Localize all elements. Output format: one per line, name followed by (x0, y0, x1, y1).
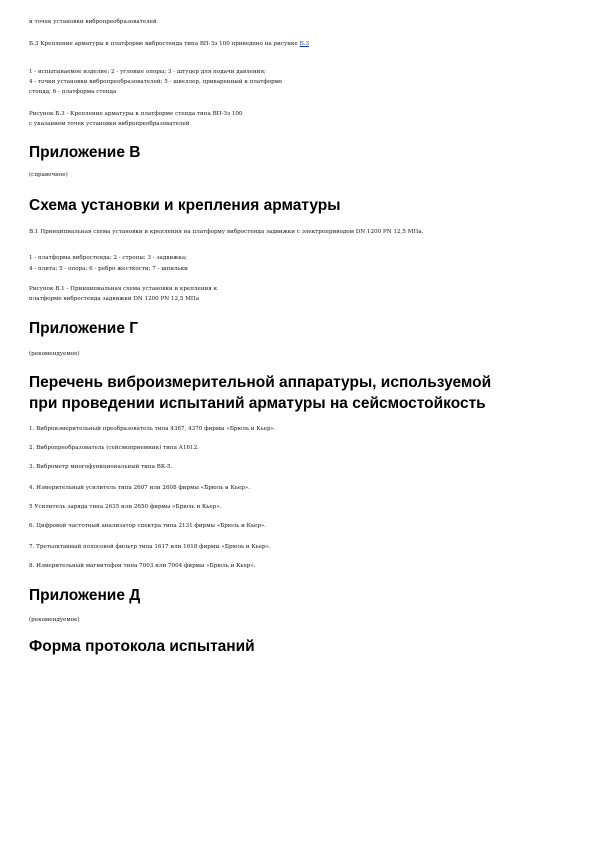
caption-b3-line-2: с указанием точек установки вибропреобразователей (29, 121, 190, 127)
legend-b3-line-2: 4 - точки установки вибропреобразователей; 5 - швеллер, приваренный к платформе (29, 79, 283, 85)
top-fragment-text: и точек установки вибропреобразователей (29, 19, 157, 25)
appendix-v-status: (справочное) (29, 172, 68, 178)
appendix-g-title: Приложение Г (29, 320, 139, 337)
legend-b3-line-1: 1 - испытываемое изделие; 2 - угловые опоры; 3 - штуцер для подачи давления; (29, 69, 266, 75)
equipment-list-item: 7. Третьоктавный полосовой фильтр типа 1617 или 1618 фирмы «Брюль и Кьер». (29, 544, 271, 550)
b3-text: Б.3 Крепление арматуры к платформе вибростенда типа ВП-Зэ 100 приведено на рисунке (29, 41, 298, 47)
equipment-list-item: 8. Измерительный магнитофон типа 7003 или 7004 фирмы «Брюль и Кьер». (29, 563, 256, 569)
equipment-list-item: 4. Измерительный усилитель типа 2607 или 2608 фирмы «Брюль и Кьер». (29, 485, 251, 491)
equipment-list-item: 1. Виброизмерительный преобразователь типа 4367, 4370 фирмы «Брюль и Кьер». (29, 426, 276, 432)
equipment-list-item: 6. Цифровой частотный анализатор спектра типа 2131 фирмы «Брюль и Кьер». (29, 523, 267, 529)
appendix-g-heading-line-2: при проведении испытаний арматуры на сейсмостойкость (29, 395, 486, 412)
figure-b3-link[interactable]: Б.3 (299, 41, 310, 47)
appendix-d-heading: Форма протокола испытаний (29, 638, 255, 655)
caption-v1-line-2: платформе вибростенда задвижки DN 1200 PN 12,5 МПа (29, 296, 200, 302)
legend-v-line-2: 4 - плита; 5 - опора; 6 - ребро жесткости; 7 - шпильки (29, 266, 188, 272)
equipment-list-item: 2. Вибропреобразователь (сейсмоприемник) типа А1612. (29, 445, 199, 451)
appendix-d-status: (рекомендуемое) (29, 617, 80, 623)
appendix-v-title: Приложение В (29, 144, 141, 161)
equipment-list-item: 3. Виброметр многофункциональный типа ВК-5. (29, 464, 173, 470)
appendix-d-title: Приложение Д (29, 587, 141, 604)
appendix-v-heading: Схема установки и крепления арматуры (29, 197, 341, 214)
legend-b3-line-3: стенда; 6 - платформа стенда (29, 89, 117, 95)
equipment-list-item: 5 Усилитель заряда типа 2635 или 2650 фирмы «Брюль и Кьер». (29, 504, 222, 510)
b3-paragraph (29, 40, 309, 49)
appendix-g-heading-line-1: Перечень виброизмерительной аппаратуры, используемой (29, 374, 492, 391)
legend-v-line-1: 1 - платформа вибростенда; 2 - стропы; 3 - задвижка; (29, 255, 188, 261)
v1-paragraph: В.1 Принципиальная схема установки и крепления на платформу вибростенда задвижки с электроприводом DN 1200 PN 12,5 МПа. (29, 229, 424, 235)
caption-b3-line-1: Рисунок Б.3 - Крепление арматуры к платформе стенда типа ВП-Зэ 100 (29, 111, 243, 117)
caption-v1-line-1: Рисунок В.1 - Принципиальная схема установки и крепления к (29, 286, 218, 292)
appendix-g-status: (рекомендуемое) (29, 351, 80, 357)
